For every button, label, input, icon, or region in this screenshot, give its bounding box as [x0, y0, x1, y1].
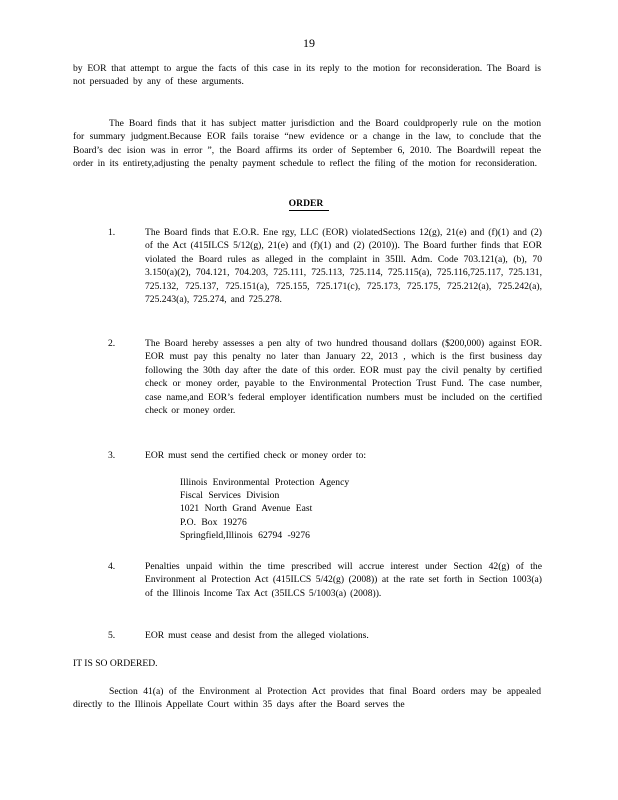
order-item-number: 3. — [108, 450, 116, 461]
order-item-text: EOR must send the certified check or money order to: — [145, 450, 367, 461]
order-item-text: EOR must cease and desist from the alleged violations. — [145, 630, 369, 641]
order-item-text: The Board finds that E.O.R. Ene rgy, LLC (EOR) violatedSections 12(g), 21(e) and (f)(1) and (2) of the Act (415ILCS 5/12(g), 21(e) and (f)(1) and (2) (2010)). The Board further finds that EOR violated the Board rules as alleged in the complaint in 35Ill. Adm. Code 703.121(a), (b), 70 3.150(a)(2), 704.121, 704.203, 725.111, 725.113, 725.114, 725.115(a), 725.116,725.117, 725.131, 725.132, 725.137, 725.151(a), 725.155, 725.171(c), 725.173, 725.175, 725.212(a), 725.242(a), 725.243(a), 725.274, and 725.278. — [145, 227, 542, 306]
order-item-number: 1. — [108, 227, 116, 238]
so-ordered-line: IT IS SO ORDERED. — [73, 658, 158, 669]
order-item-text: Penalties unpaid within the time prescribed will accrue interest under Section 42(g) of the Environment al Protection Act (415ILCS 5/42(g) (2008)) at the rate set forth in Section 1003(a) of the Illinois Income Tax Act (35ILCS 5/1003(a) (2008)). — [145, 561, 542, 599]
order-item-number: 5. — [108, 630, 116, 641]
carryover-paragraph: by EOR that attempt to argue the facts of this case in its reply to the motion for reconsideration. The Board is not persuaded by any of these arguments. — [73, 63, 541, 88]
address-line: Illinois Environmental Protection Agency — [180, 477, 350, 488]
order-item-text: The Board hereby assesses a pen alty of two hundred thousand dollars ($200,000) against EOR. EOR must pay this penalty no later than January 22, 2013 , which is the first business day following the 30th day after the date of this order. EOR must pay the civil penalty by certified check or money order, payable to the Environmental Protection Trust Fund. The case number, case name,and EOR’s federal employer identification numbers must be included on the certified check or money order. — [145, 338, 542, 417]
address-line: P.O. Box 19276 — [180, 516, 247, 528]
address-line: 1021 North Grand Avenue East — [180, 503, 313, 515]
address-line: Fiscal Services Division — [180, 490, 280, 502]
order-item-number: 4. — [108, 561, 116, 572]
finding-paragraph: The Board finds that it has subject matter jurisdiction and the Board couldproperly rule on the motion for summary judgment.Because EOR fails toraise “new evidence or a change in the law, to conclude that the Board’s dec ision was in error ”, the Board affirms its order of September 6, 2010. The Boardwill repeat the order in its entirety,adjusting the penalty payment schedule to reflect the filing of the motion for reconsideration. — [73, 118, 541, 170]
address-line: Springfield,Illinois 62794 -9276 — [180, 529, 310, 541]
order-item-number: 2. — [108, 338, 116, 349]
page-number: 19 — [303, 36, 315, 50]
mailing-address — [180, 476, 349, 542]
order-heading: ORDER — [0, 198, 618, 209]
appeal-paragraph: Section 41(a) of the Environment al Protection Act provides that final Board orders may be appealed directly to the Illinois Appellate Court within 35 days after the Board serves the — [73, 686, 541, 711]
